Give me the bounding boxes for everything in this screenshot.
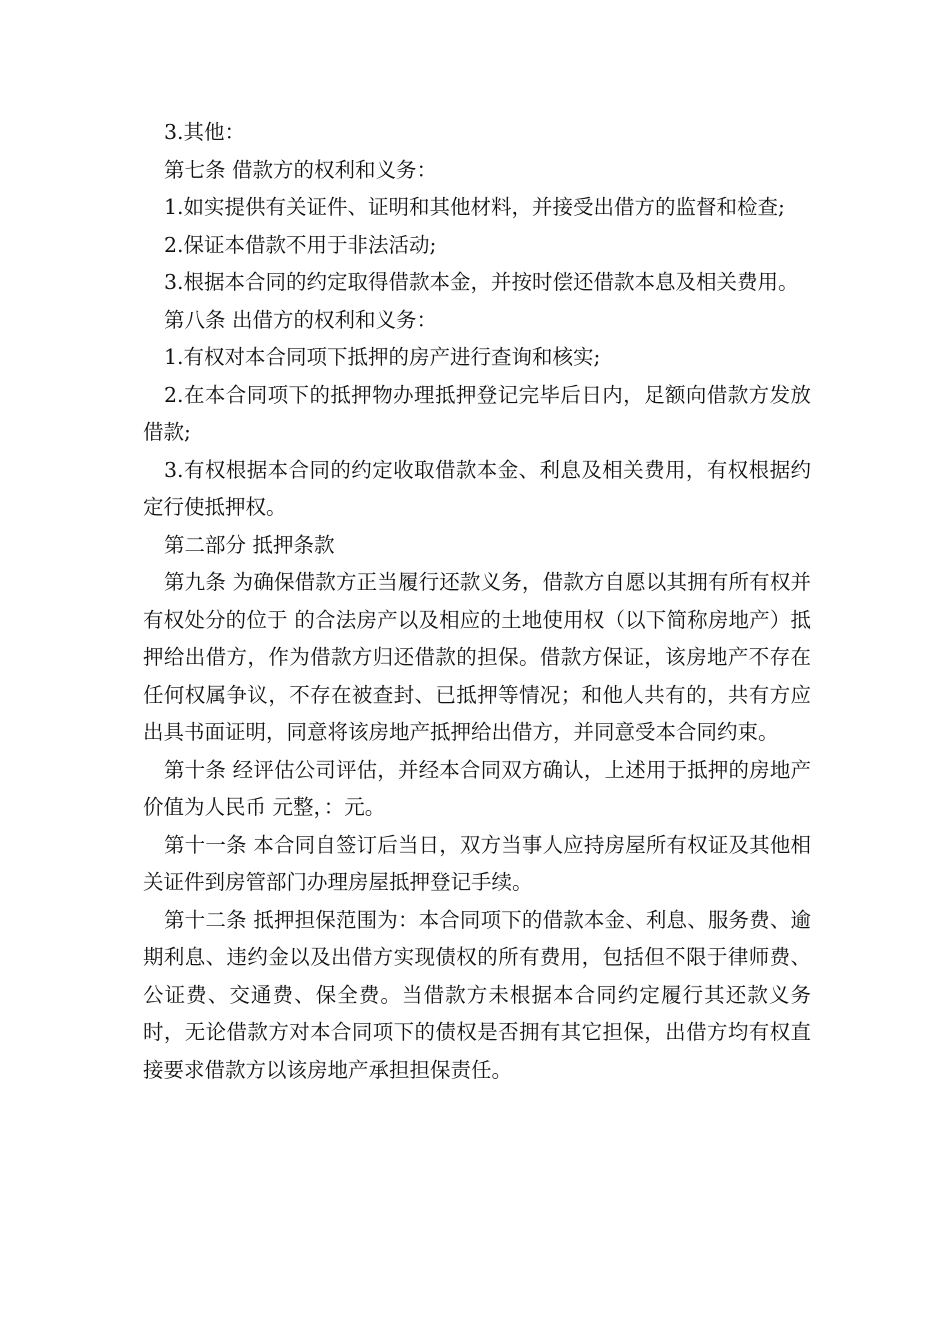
- paragraph: 2.保证本借款不用于非法活动;: [164, 232, 437, 257]
- article-paragraph: 第十一条 本合同自签订后当日，双方当事人应持房屋所有权证及其他相关证件到房管部门办理房屋抵押登记手续。: [143, 832, 811, 894]
- paragraph: 3.其他：: [164, 120, 246, 144]
- paragraph: 1.如实提供有关证件、证明和其他材料，并接受出借方的监督和检查;: [164, 195, 785, 219]
- document-body: [143, 114, 811, 1089]
- article-paragraph: 第九条 为确保借款方正当履行还款义务，借款方自愿以其拥有所有权并有权处分的位于 的合法房产以及相应的土地使用权（以下简称房地产）抵押给出借方，作为借款方归还借款的担保。借款方保证，该房地产不存在任何权属争议，不存在被查封、已抵押等情况；和他人共有的，共有方应出具书面证明，同意将该房地产抵押给出借方，并同意受本合同约束。: [143, 570, 811, 744]
- article-paragraph: 第十条 经评估公司评估，并经本合同双方确认，上述用于抵押的房地产价值为人民币 元整，：元。: [143, 757, 811, 819]
- section-heading: 第二部分 抵押条款: [164, 532, 335, 557]
- article-heading: 第八条 出借方的权利和义务：: [164, 307, 438, 332]
- paragraph: 1.有权对本合同项下抵押的房产进行查询和核实;: [164, 345, 601, 369]
- article-heading: 第七条 借款方的权利和义务：: [164, 157, 438, 182]
- paragraph: 2.在本合同项下的抵押物办理抵押登记完毕后日内，足额向借款方发放借款;: [143, 382, 811, 444]
- article-paragraph: 第十二条 抵押担保范围为：本合同项下的借款本金、利息、服务费、逾期利息、违约金以及出借方实现债权的所有费用，包括但不限于律师费、公证费、交通费、保全费。当借款方未根据本合同约定履行其还款义务时，无论借款方对本合同项下的债权是否拥有其它担保，出借方均有权直接要求借款方以该房地产承担担保责任。: [143, 907, 811, 1082]
- paragraph: 3.根据本合同的约定取得借款本金，并按时偿还借款本息及相关费用。: [164, 270, 799, 294]
- paragraph: 3.有权根据本合同的约定收取借款本金、利息及相关费用，有权根据约定行使抵押权。: [143, 457, 811, 519]
